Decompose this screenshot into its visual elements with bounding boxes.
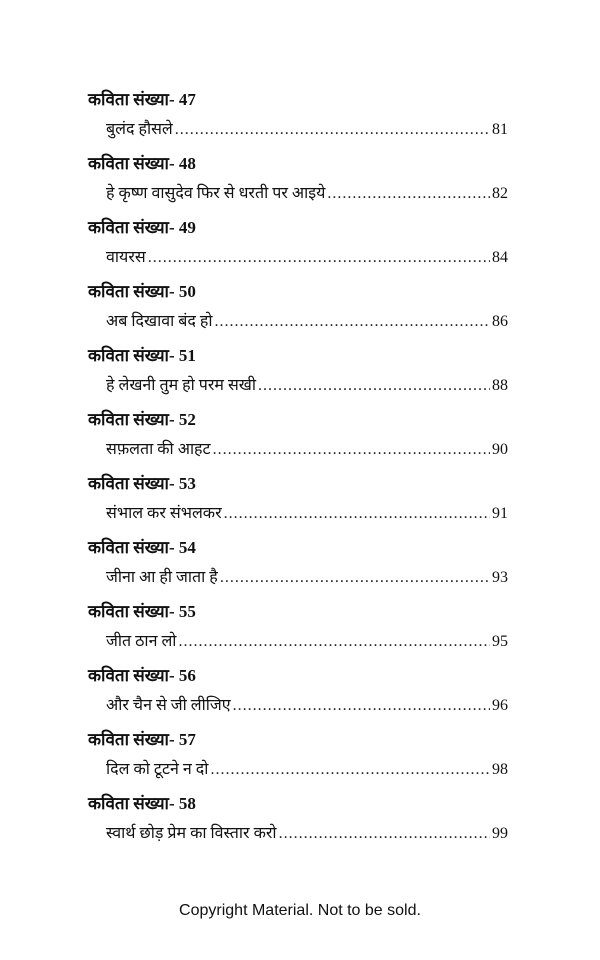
page-number: 86: [492, 313, 508, 330]
poem-number-heading: कविता संख्या- 50: [88, 282, 196, 301]
dot-leader: [175, 118, 490, 142]
dot-leader: [224, 502, 490, 526]
poem-number-heading: कविता संख्या- 48: [88, 154, 196, 173]
toc-entry: [88, 792, 508, 856]
poem-number-heading: कविता संख्या- 56: [88, 666, 196, 685]
toc-entry: [88, 216, 508, 280]
poem-number-heading: कविता संख्या- 54: [88, 538, 196, 557]
toc-line[interactable]: [106, 566, 508, 590]
poem-number-heading: कविता संख्या- 58: [88, 794, 196, 813]
dot-leader: [233, 694, 490, 718]
dot-leader: [148, 246, 490, 270]
toc-line[interactable]: [106, 822, 508, 846]
dot-leader: [178, 630, 490, 654]
toc-line[interactable]: [106, 694, 508, 718]
dot-leader: [215, 310, 490, 334]
toc-line[interactable]: [106, 118, 508, 142]
poem-title: स्वार्थ छोड़ प्रेम का विस्तार करो: [106, 825, 277, 842]
dot-leader: [327, 182, 490, 206]
toc-line[interactable]: [106, 502, 508, 526]
copyright-footer: Copyright Material. Not to be sold.: [179, 902, 421, 919]
poem-number-heading: कविता संख्या- 57: [88, 730, 196, 749]
page-number: 91: [492, 505, 508, 522]
toc-line[interactable]: [106, 374, 508, 398]
page-number: 82: [492, 185, 508, 202]
toc-line[interactable]: [106, 758, 508, 782]
toc-line[interactable]: [106, 630, 508, 654]
dot-leader: [258, 374, 490, 398]
poem-number-heading: कविता संख्या- 51: [88, 346, 196, 365]
poem-title: जीना आ ही जाता है: [106, 569, 218, 586]
toc-entry: [88, 472, 508, 536]
toc-line[interactable]: [106, 438, 508, 462]
poem-number-heading: कविता संख्या- 55: [88, 602, 196, 621]
toc-line[interactable]: [106, 182, 508, 206]
dot-leader: [210, 758, 490, 782]
poem-title: बुलंद हौसले: [106, 121, 173, 138]
poem-number-heading: कविता संख्या- 49: [88, 218, 196, 237]
toc-entry: [88, 88, 508, 152]
toc-entry: [88, 600, 508, 664]
page-number: 99: [492, 825, 508, 842]
poem-title: सफ़लता की आहट: [106, 441, 211, 458]
toc-entry: [88, 344, 508, 408]
poem-title: अब दिखावा बंद हो: [106, 313, 213, 330]
page-number: 88: [492, 377, 508, 394]
page-number: 96: [492, 697, 508, 714]
page-number: 90: [492, 441, 508, 458]
poem-title: जीत ठान लो: [106, 633, 177, 650]
poem-number-heading: कविता संख्या- 53: [88, 474, 196, 493]
poem-number-heading: कविता संख्या- 52: [88, 410, 196, 429]
toc-entry: [88, 152, 508, 216]
page-number: 84: [492, 249, 508, 266]
dot-leader: [279, 822, 490, 846]
toc-entry: [88, 280, 508, 344]
page-number: 81: [492, 121, 508, 138]
page-number: 95: [492, 633, 508, 650]
dot-leader: [220, 566, 490, 590]
page-number: 93: [492, 569, 508, 586]
poem-title: दिल को टूटने न दो: [106, 761, 209, 778]
poem-title: और चैन से जी लीजिए: [106, 697, 231, 714]
poem-title: वायरस: [106, 249, 146, 266]
table-of-contents: [88, 88, 508, 856]
toc-entry: [88, 408, 508, 472]
page-number: 98: [492, 761, 508, 778]
toc-entry: [88, 664, 508, 728]
toc-line[interactable]: [106, 310, 508, 334]
toc-entry: [88, 728, 508, 792]
toc-entry: [88, 536, 508, 600]
poem-title: हे कृष्ण वासुदेव फिर से धरती पर आइये: [106, 185, 326, 202]
poem-title: हे लेखनी तुम हो परम सखी: [106, 377, 257, 394]
poem-title: संभाल कर संभलकर: [106, 505, 222, 522]
dot-leader: [213, 438, 490, 462]
toc-line[interactable]: [106, 246, 508, 270]
poem-number-heading: कविता संख्या- 47: [88, 90, 196, 109]
